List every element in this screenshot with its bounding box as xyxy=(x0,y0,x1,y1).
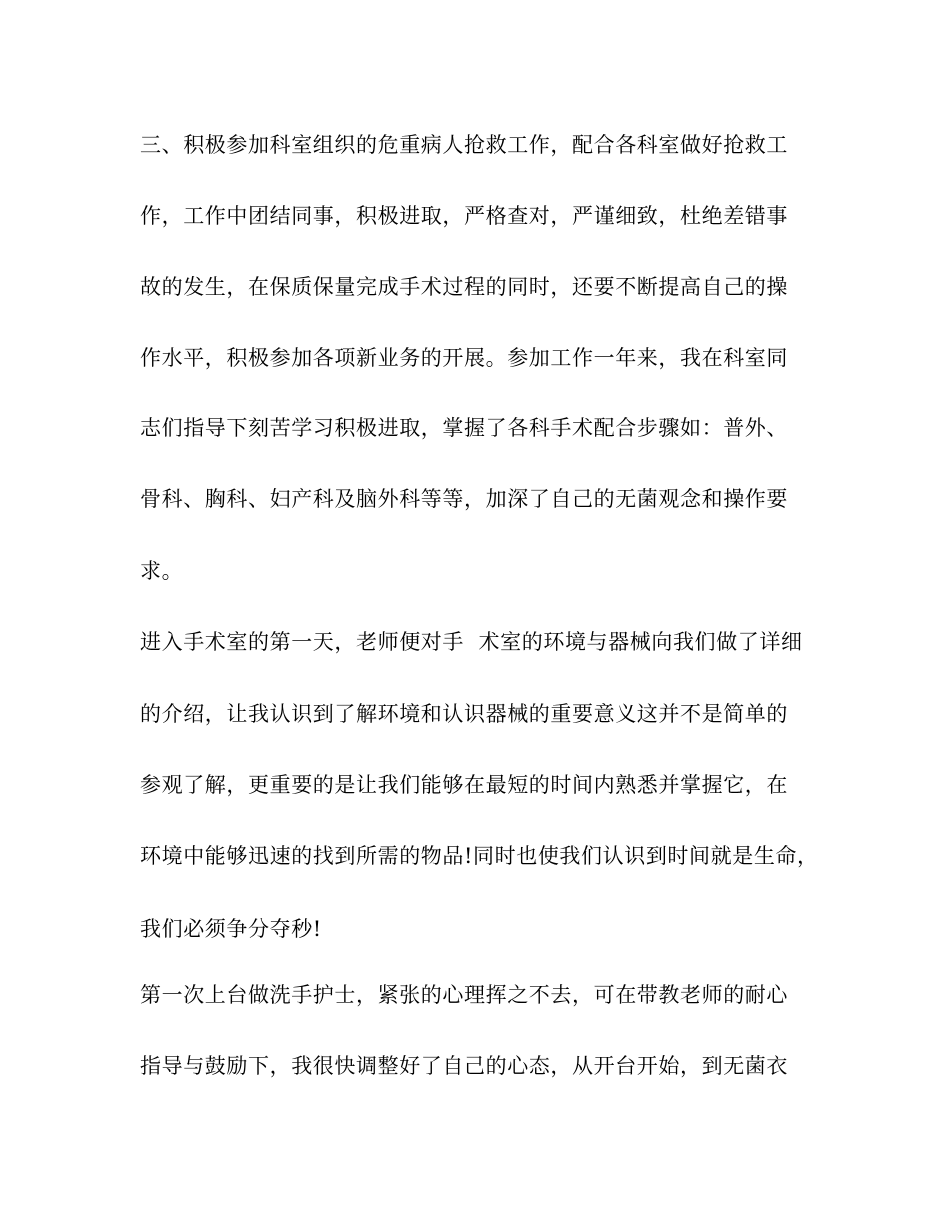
text-line: 志们指导下刻苦学习积极进取，掌握了各科手术配合步骤如：普外、 xyxy=(140,416,788,440)
text-line: 我们必须争分夺秒! xyxy=(140,917,322,941)
text-line: 指导与鼓励下，我很快调整好了自己的心态，从开台开始，到无菌衣 xyxy=(140,1054,788,1078)
text-line: 参观了解，更重要的是让我们能够在最短的时间内熟悉并掌握它，在 xyxy=(140,773,788,797)
text-line: 故的发生，在保质保量完成手术过程的同时，还要不断提高自己的操 xyxy=(140,275,788,299)
text-line: 作，工作中团结同事，积极进取，严格查对，严谨细致，杜绝差错事 xyxy=(140,204,788,228)
text-line: 三、积极参加科室组织的危重病人抢救工作，配合各科室做好抢救工 xyxy=(140,133,788,157)
text-line: 求。 xyxy=(140,559,184,583)
text-line: 进入手术室的第一天，老师便对手 术室的环境与器械向我们做了详细 xyxy=(140,630,803,654)
text-line: 骨科、胸科、妇产科及脑外科等等，加深了自己的无菌观念和操作要 xyxy=(140,487,788,511)
text-line: 环境中能够迅速的找到所需的物品!同时也使我们认识到时间就是生命， xyxy=(140,844,819,868)
text-line: 作水平，积极参加各项新业务的开展。参加工作一年来，我在科室同 xyxy=(140,346,788,370)
text-line: 第一次上台做洗手护士，紧张的心理挥之不去，可在带教老师的耐心 xyxy=(140,983,788,1007)
text-line: 的介绍，让我认识到了解环境和认识器械的重要意义这并不是简单的 xyxy=(140,702,788,726)
